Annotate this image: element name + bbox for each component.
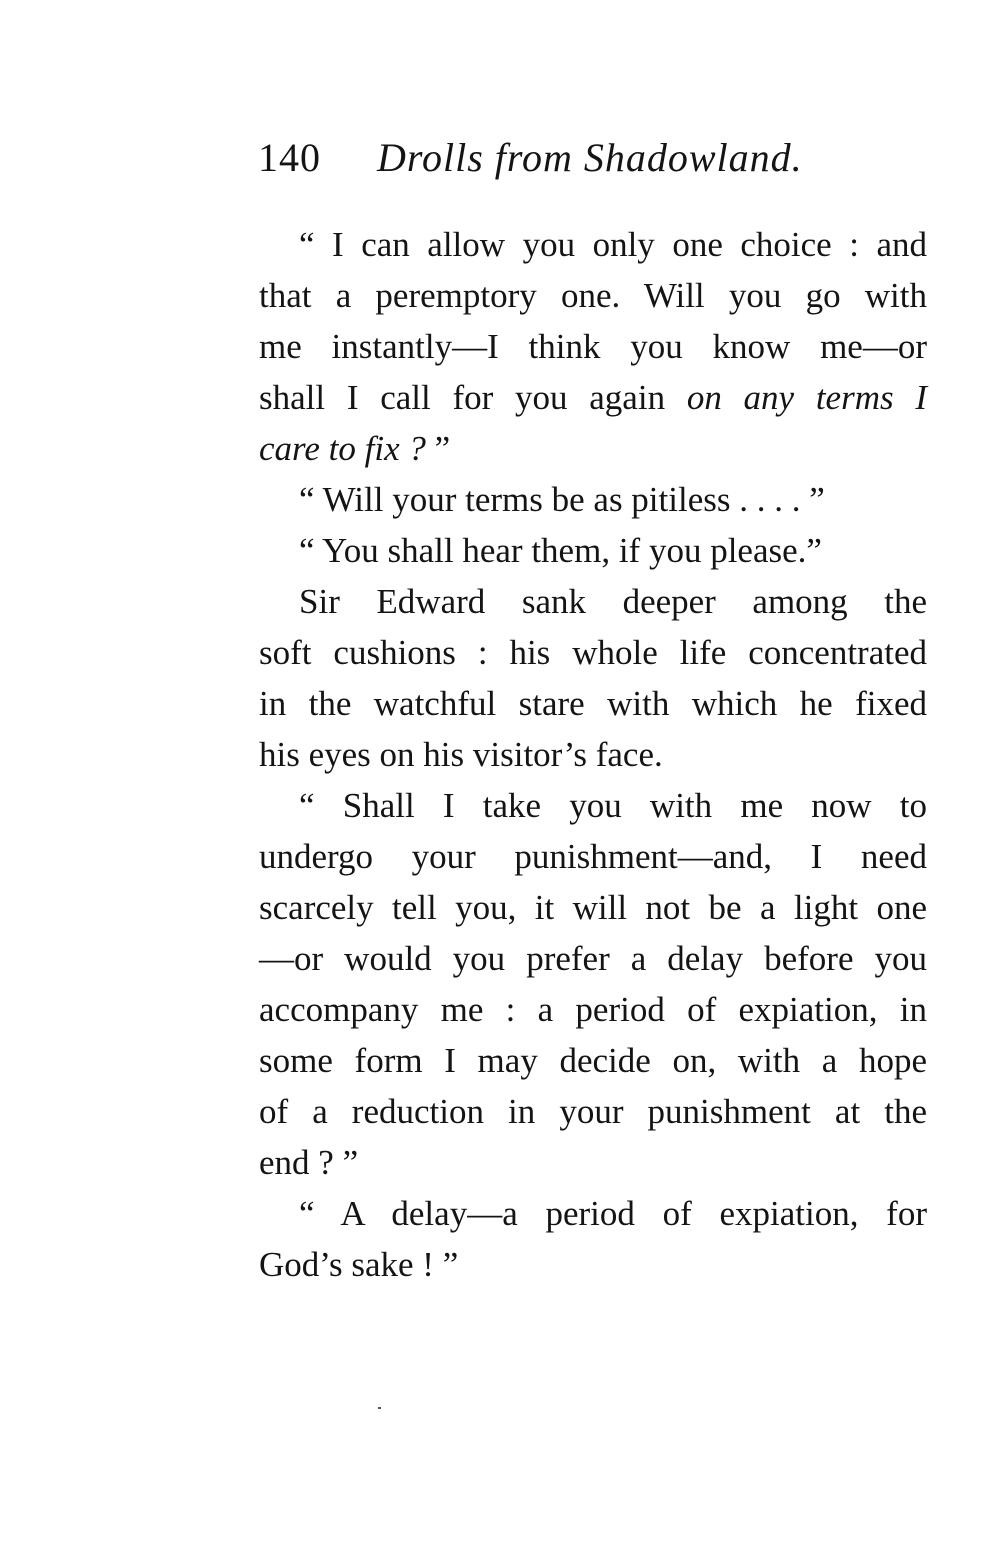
text-line: “ I can allow you only one choice : and: [299, 225, 927, 264]
print-speck: [378, 1407, 381, 1409]
text-line: God’s sake ! ”: [259, 1245, 459, 1284]
text-line: me instantly—I think you know me—or: [259, 327, 927, 366]
text-line: “ Will your terms be as pitiless . . . . ”: [299, 480, 825, 519]
running-head: [258, 128, 918, 188]
text-line: that a peremptory one. Will you go with: [259, 276, 927, 315]
text-line: in the watchful stare with which he fixed: [259, 684, 927, 723]
text-line: [259, 372, 927, 423]
text-line: —or would you prefer a delay before you: [259, 939, 927, 978]
page-number: 140: [258, 135, 321, 180]
text-line: end ? ”: [259, 1143, 359, 1182]
text-line: undergo your punishment—and, I need: [259, 837, 927, 876]
text-segment: ”: [425, 429, 451, 468]
text-line: Sir Edward sank deeper among the: [299, 582, 927, 621]
text-line: soft cushions : his whole life concentrated: [259, 633, 927, 672]
italic-phrase: on any terms I: [686, 378, 927, 417]
text-line: “ You shall hear them, if you please.”: [299, 531, 822, 570]
text-line: his eyes on his visitor’s face.: [259, 735, 663, 774]
text-line: “ A delay—a period of expiation, for: [299, 1194, 927, 1233]
body-text: [259, 219, 927, 1290]
italic-phrase: care to fix ?: [259, 429, 426, 468]
running-title: Drolls from Shadowland.: [377, 135, 803, 180]
text-line: of a reduction in your punishment at the: [259, 1092, 927, 1131]
text-segment: shall I call for you again: [259, 378, 687, 417]
text-line: some form I may decide on, with a hope: [259, 1041, 927, 1080]
text-line: “ Shall I take you with me now to: [299, 786, 927, 825]
text-line: scarcely tell you, it will not be a light one: [259, 888, 927, 927]
text-line: accompany me : a period of expiation, in: [259, 990, 927, 1029]
text-line: [259, 423, 927, 474]
